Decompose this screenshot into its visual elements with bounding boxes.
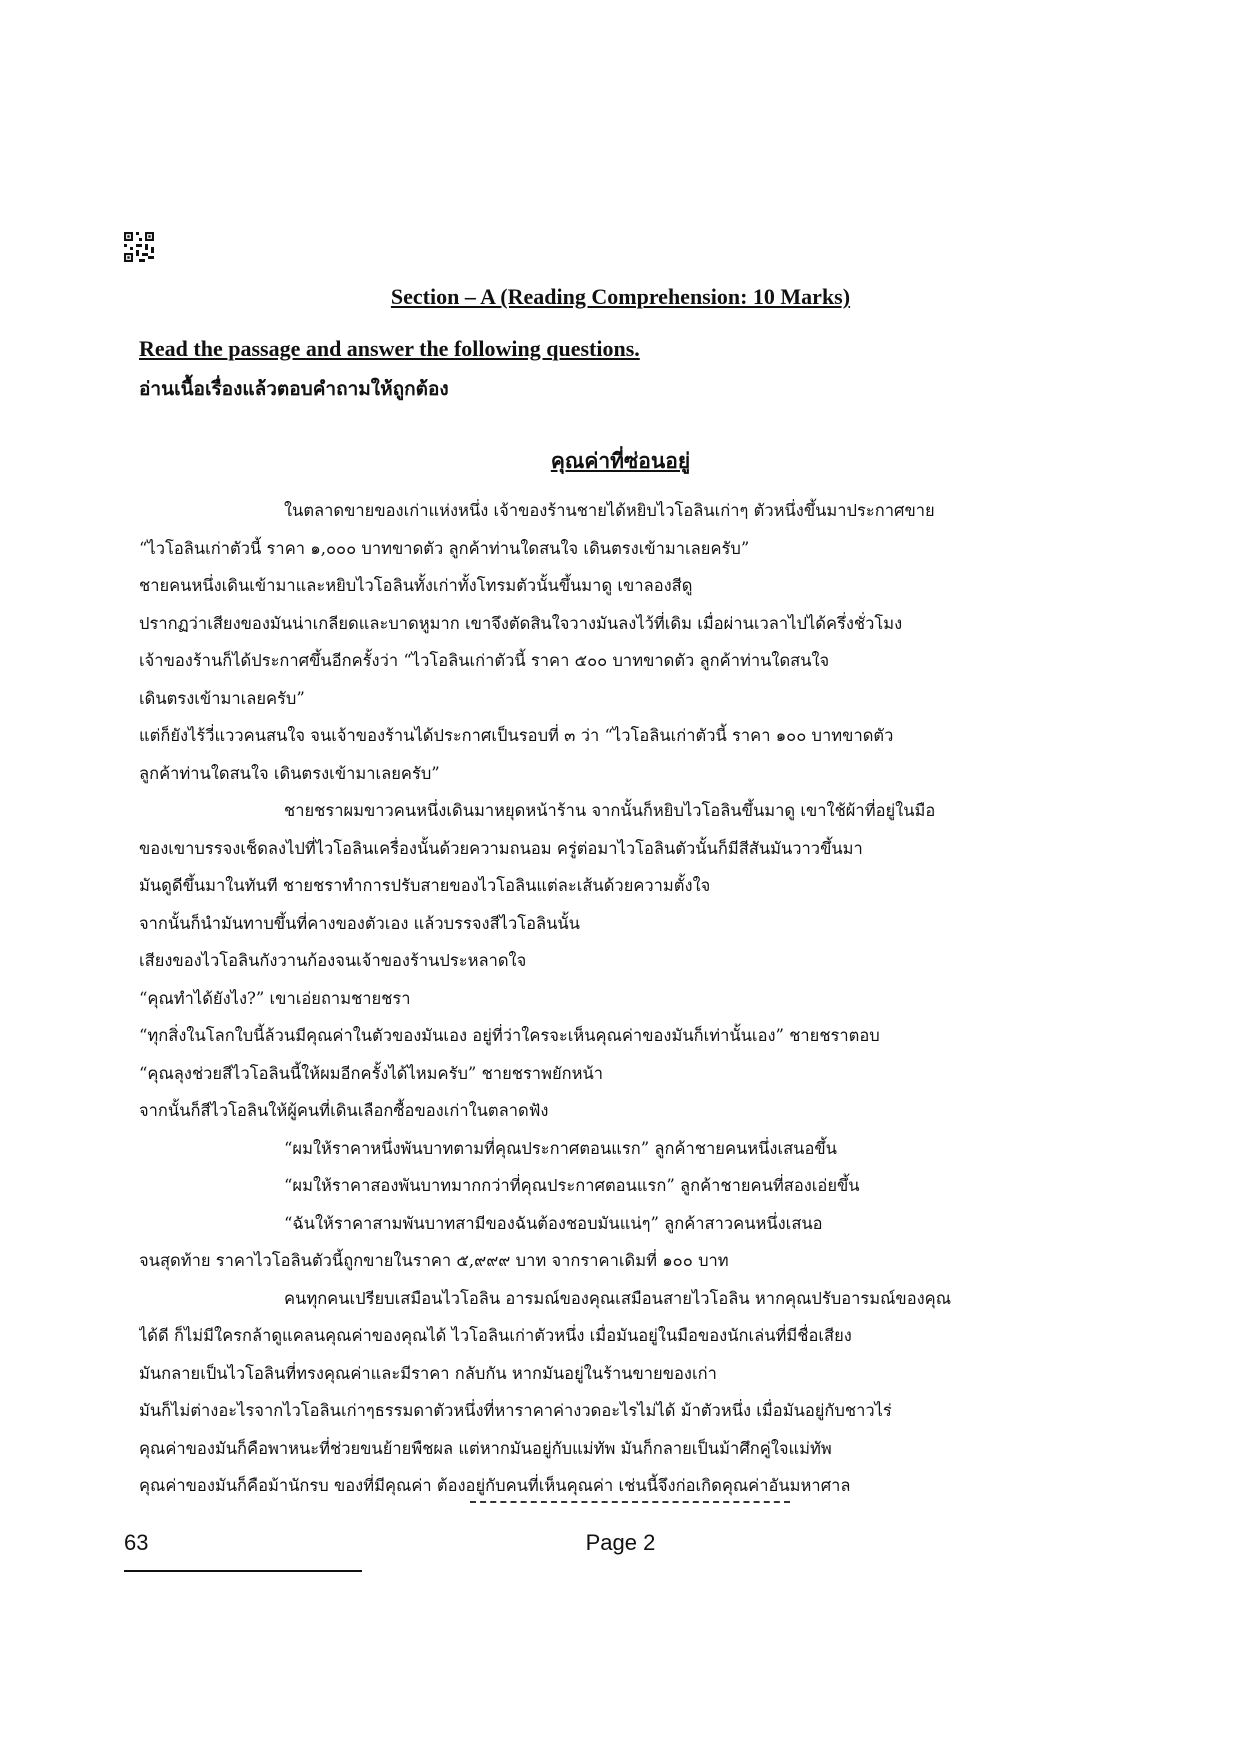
passage-line: ชายชราผมขาวคนหนึ่งเดินมาหยุดหน้าร้าน จากนั้นก็หยิบไวโอลินขึ้นมาดู เขาใช้ผ้าที่อยู่ในมือ — [284, 801, 936, 820]
passage-line: “ผมให้ราคาสองพันบาทมากกว่าที่คุณประกาศตอนแรก” ลูกค้าชายคนที่สองเอ่ยขึ้น — [284, 1176, 860, 1195]
passage-line: มันก็ไม่ต่างอะไรจากไวโอลินเก่าๆธรรมดาตัวหนึ่งที่หาราคาค่างวดอะไรไม่ได้ ม้าตัวหนึ่ง เมื่อมันอยู่กับชาวไร่ — [139, 1401, 892, 1420]
passage-line: แต่ก็ยังไร้วี่แววคนสนใจ จนเจ้าของร้านได้ประกาศเป็นรอบที่ ๓ ว่า “ไวโอลินเก่าตัวนี้ ราคา ๑๐๐ บาทขาดตัว — [139, 726, 894, 745]
passage-line: “คุณทำได้ยังไง?” เขาเอ่ยถามชายชรา — [139, 988, 411, 1008]
passage-line: “ฉันให้ราคาสามพันบาทสามีของฉันต้องชอบมันแน่ๆ” ลูกค้าสาวคนหนึ่งเสนอ — [284, 1213, 823, 1233]
passage-line: คุณค่าของมันก็คือม้านักรบ ของที่มีคุณค่า ต้องอยู่กับคนที่เห็นคุณค่า เช่นนี้จึงก่อเกิดคุณค่าอันมหาศาล — [139, 1476, 851, 1495]
passage-line: “ไวโอลินเก่าตัวนี้ ราคา ๑,๐๐๐ บาทขาดตัว ลูกค้าท่านใดสนใจ เดินตรงเข้ามาเลยครับ” — [139, 538, 750, 558]
passage-line: จากนั้นก็นำมันทาบขึ้นที่คางของตัวเอง แล้วบรรจงสีไวโอลินนั้น — [139, 913, 580, 933]
passage-line: ในตลาดขายของเก่าแห่งหนึ่ง เจ้าของร้านชายได้หยิบไวโอลินเก่าๆ ตัวหนึ่งขึ้นมาประกาศขาย — [284, 501, 935, 520]
passage-body — [139, 492, 1099, 1505]
passage-line: จากนั้นก็สีไวโอลินให้ผู้คนที่เดินเลือกซื้อของเก่าในตลาดฟัง — [139, 1101, 549, 1120]
instruction-thai: อ่านเนื้อเรื่องแล้วตอบคำถามให้ถูกต้อง — [139, 378, 449, 400]
passage-line: คนทุกคนเปรียบเสมือนไวโอลิน อารมณ์ของคุณเสมือนสายไวโอลิน หากคุณปรับอารมณ์ของคุณ — [284, 1288, 952, 1308]
passage-line: เจ้าของร้านก็ได้ประกาศขึ้นอีกครั้งว่า “ไวโอลินเก่าตัวนี้ ราคา ๕๐๐ บาทขาดตัว ลูกค้าท่านใดสนใจ — [139, 651, 830, 670]
code-underline — [124, 1570, 362, 1572]
qr-code-icon — [124, 232, 154, 262]
passage-line: “ผมให้ราคาหนึ่งพันบาทตามที่คุณประกาศตอนแรก” ลูกค้าชายคนหนึ่งเสนอขึ้น — [284, 1138, 837, 1158]
passage-line: “ทุกสิ่งในโลกใบนี้ล้วนมีคุณค่าในตัวของมันเอง อยู่ที่ว่าใครจะเห็นคุณค่าของมันก็เท่านั้นเอง” ชายชราตอบ — [139, 1026, 880, 1045]
passage-line: “คุณลุงช่วยสีไวโอลินนี้ให้ผมอีกครั้งได้ไหมครับ” ชายชราพยักหน้า — [139, 1063, 604, 1083]
passage-line: มันดูดีขึ้นมาในทันที ชายชราทำการปรับสายของไวโอลินแต่ละเส้นด้วยความตั้งใจ — [139, 876, 711, 895]
instruction-english: Read the passage and answer the following questions. — [139, 336, 640, 361]
section-title: Section – A (Reading Comprehension: 10 Marks) — [390, 284, 851, 309]
passage-line: ลูกค้าท่านใดสนใจ เดินตรงเข้ามาเลยครับ” — [139, 763, 440, 783]
passage-line: เดินตรงเข้ามาเลยครับ” — [139, 688, 305, 708]
page-code: 63 — [124, 1530, 149, 1555]
passage-line: ชายคนหนึ่งเดินเข้ามาและหยิบไวโอลินทั้งเก่าทั้งโทรมตัวนั้นขึ้นมาดู เขาลองสีดู — [139, 576, 693, 595]
page-number: Page 2 — [585, 1530, 656, 1555]
end-divider — [470, 1501, 790, 1503]
passage-line: มันกลายเป็นไวโอลินที่ทรงคุณค่าและมีราคา กลับกัน หากมันอยู่ในร้านขายของเก่า — [139, 1363, 717, 1383]
passage-line: ของเขาบรรจงเช็ดลงไปที่ไวโอลินเครื่องนั้นด้วยความถนอม ครู่ต่อมาไวโอลินตัวนั้นก็มีสีสันมันวาวขึ้นมา — [139, 838, 863, 858]
passage-line: คุณค่าของมันก็คือพาหนะที่ช่วยขนย้ายพืชผล แต่หากมันอยู่กับแม่ทัพ มันก็กลายเป็นม้าศึกคู่ใจแม่ทัพ — [139, 1438, 832, 1458]
passage-line: เสียงของไวโอลินกังวานก้องจนเจ้าของร้านประหลาดใจ — [139, 951, 527, 970]
passage-line: ได้ดี ก็ไม่มีใครกล้าดูแคลนคุณค่าของคุณได้ ไวโอลินเก่าตัวหนึ่ง เมื่อมันอยู่ในมือของนักเล่นที่มีชื่อเสียง — [139, 1326, 852, 1345]
passage-line: จนสุดท้าย ราคาไวโอลินตัวนี้ถูกขายในราคา ๕,๙๙๙ บาท จากราคาเดิมที่ ๑๐๐ บาท — [139, 1251, 729, 1270]
passage-line: ปรากฏว่าเสียงของมันน่าเกลียดและบาดหูมาก เขาจึงตัดสินใจวางมันลงไว้ที่เดิม เมื่อผ่านเวลาไปได้ครึ่งชั่วโมง — [139, 613, 903, 633]
passage-title: คุณค่าที่ซ่อนอยู่ — [550, 449, 691, 473]
